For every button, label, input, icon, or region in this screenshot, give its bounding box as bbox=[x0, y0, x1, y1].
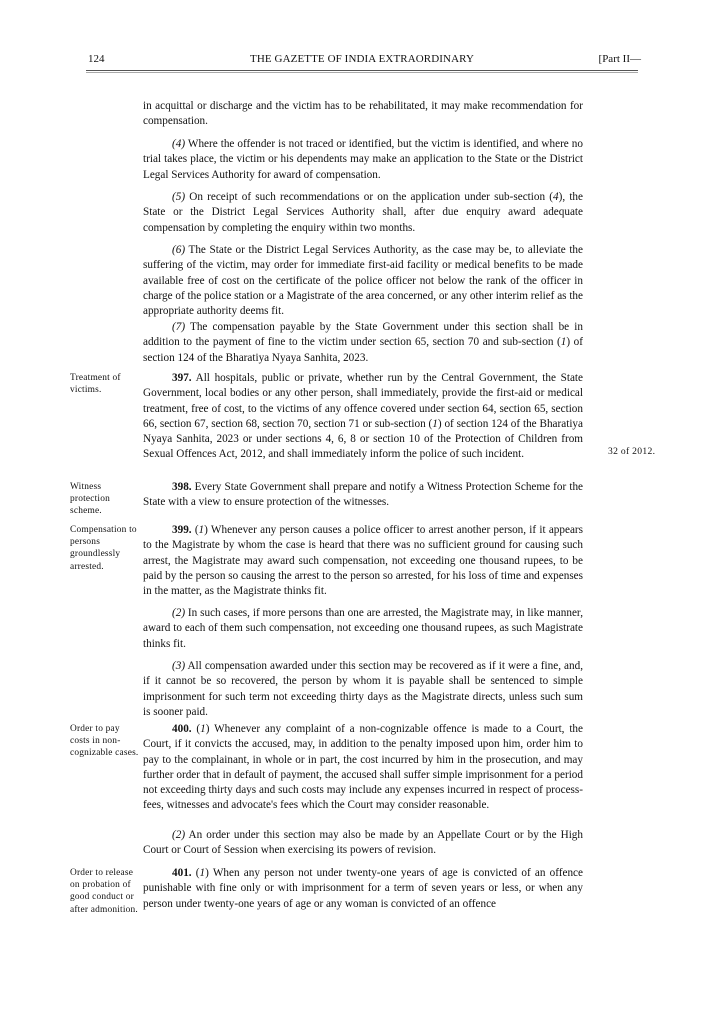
subsection-text: Where the offender is not traced or identified, but the victim is identified, and where no trial takes place, the victim or his dependents may make an application to the State or the District Legal Services Authority for award of compensation. bbox=[143, 138, 583, 181]
margin-note-treatment: Treatment of victims. bbox=[70, 373, 121, 396]
header-divider-secondary bbox=[86, 72, 638, 73]
section-398 bbox=[143, 480, 583, 511]
section-text: All hospitals, public or private, whether run by the Central Government, the State Government, local bodies or any other person, shall immediately, provide the first-aid or medical treatment, free of cost, to the victims of any offence covered under section 64, section 65, section 66, section 67, section 68, section 70, section 71 or sub-section ( bbox=[143, 372, 583, 430]
subsection-399-3 bbox=[143, 659, 583, 720]
subsection-reference: 1 bbox=[560, 336, 567, 349]
subsection-number: 1 bbox=[198, 524, 205, 536]
section-401: 401. (1) When any person not under twenty-one years of age is convicted of an offence punishable with fine only or with imprisonment for a term of seven years or less, or when any person under twenty-one years of age or any woman is convicted of an offence bbox=[143, 867, 583, 910]
subsection-6 bbox=[143, 243, 583, 319]
subsection-number: (2) bbox=[172, 829, 186, 841]
margin-note-witness: Witness protection scheme. bbox=[70, 482, 111, 517]
subsection-reference: 4 bbox=[553, 191, 559, 203]
section-400: 400. (1) Whenever any complaint of a non-cognizable offence is made to a Court, the Court, if it convicts the accused, may, in addition to the penalty imposed upon him, order him to pay to the complainant, in whole or in part, the cost incurred by him in the prosecution, and may further order that in default of payment, the accused shall suffer simple imprisonment for a period not exceeding thirty days and such costs may include any expenses incurred in respect of process-fees, witnesses and advocate's fees which the Court may consider reasonable. bbox=[143, 723, 583, 812]
subsection-399-2 bbox=[143, 606, 583, 652]
act-reference-note: 32 of 2012. bbox=[608, 446, 656, 457]
section-reference: 1 bbox=[432, 417, 438, 430]
paragraph-continuation bbox=[143, 99, 583, 130]
section-number: 400. bbox=[172, 723, 192, 735]
section-text: When any person not under twenty-one years of age is convicted of an offence punishable with fine only or with imprisonment for a term of seven years or less, or when any person under twenty-one years of age or any woman is convicted of an offence bbox=[143, 867, 583, 910]
margin-note-release: Order to release on probation of good conduct or after admonition. bbox=[70, 868, 138, 915]
page-number: 124 bbox=[88, 53, 105, 65]
subsection-text: All compensation awarded under this section may be recovered as if it were a fine, and, if it cannot be so recovered, the person by whom it is payable shall be sentenced to simple imprisonment for such term not exceeding thirty days as the Magistrate directs, unless such sum is sooner paid. bbox=[143, 660, 583, 718]
subsection-text: On receipt of such recommendations or on the application under sub-section ( bbox=[185, 191, 553, 203]
section-399: 399. (1) Whenever any person causes a police officer to arrest another person, if it appears to the Magistrate by whom the case is heard that there was no sufficient ground for causing such arrest, the Magistrate may award such compensation, not exceeding one thousand rupees, to be paid by the person so causing the arrest to the person so arrested, for his loss of time and expenses in the matter, as the Magistrate thinks fit. bbox=[143, 524, 583, 598]
subsection-4 bbox=[143, 137, 583, 183]
subsection-number: (2) bbox=[172, 607, 186, 619]
section-number: 401. bbox=[172, 867, 192, 879]
subsection-number: (4) bbox=[172, 138, 186, 150]
subsection-number: (7) bbox=[172, 321, 186, 333]
margin-note-compensation: Compensation to persons groundlessly arrested. bbox=[70, 525, 137, 572]
subsection-number: 1 bbox=[199, 867, 206, 879]
section-397 bbox=[143, 371, 583, 463]
subsection-text: In such cases, if more persons than one are arrested, the Magistrate may, in like manner, award to each of them such compensation, not exceeding one thousand rupees, as such Magistrate thinks fit. bbox=[143, 607, 583, 650]
subsection-text: ), the State or the District Legal Services Authority shall, after due enquiry award adequate compensation by completing the enquiry within two months. bbox=[143, 191, 583, 234]
subsection-text: The compensation payable by the State Government under this section shall be in addition to the payment of fine to the victim under section 65, section 70 and sub-section ( bbox=[143, 321, 583, 349]
subsection-400-2 bbox=[143, 828, 583, 859]
section-number: 398. bbox=[172, 481, 192, 493]
section-text: Whenever any person causes a police officer to arrest another person, if it appears to the Magistrate by whom the case is heard that there was no sufficient ground for causing such arrest, the Magistrate may award such compensation, not exceeding one thousand rupees, to be paid by the person so causing the arrest to the person so arrested, for his loss of time and expenses in the matter, as the Magistrate thinks fit. bbox=[143, 524, 583, 598]
subsection-text: ) of section 124 of the Bharatiya Nyaya Sanhita, 2023. bbox=[143, 336, 583, 364]
margin-note-costs: Order to pay costs in non-cognizable cases. bbox=[70, 724, 139, 759]
subsection-5 bbox=[143, 190, 583, 236]
section-text: ) of section 124 of the Bharatiya Nyaya Sanhita, 2023 or under sections 4, 6, 8 or section 10 of the Protection of Children from Sexual Offences Act, 2012, and shall immediately inform the police of such incident. bbox=[143, 417, 583, 461]
section-number: 399. bbox=[172, 524, 192, 536]
section-text: Every State Government shall prepare and notify a Witness Protection Scheme for the State with a view to ensure protection of the witnesses. bbox=[143, 481, 583, 509]
section-number: 397. bbox=[172, 372, 192, 384]
subsection-number: 1 bbox=[200, 723, 206, 735]
part-label: [Part II— bbox=[598, 53, 641, 65]
subsection-text: An order under this section may also be made by an Appellate Court or by the High Court or Court of Session when exercising its powers of revision. bbox=[143, 829, 583, 857]
header-divider bbox=[86, 70, 638, 71]
paragraph-text: in acquittal or discharge and the victim has to be rehabilitated, it may make recommendation for compensation. bbox=[143, 100, 583, 128]
subsection-7 bbox=[143, 320, 583, 366]
subsection-number: (5) bbox=[172, 191, 186, 203]
subsection-number: (3) bbox=[172, 660, 186, 672]
gazette-title: THE GAZETTE OF INDIA EXTRAORDINARY bbox=[250, 53, 474, 65]
subsection-number: (6) bbox=[172, 244, 186, 256]
section-text: Whenever any complaint of a non-cognizable offence is made to a Court, the Court, if it convicts the accused, may, in addition to the penalty imposed upon him, order him to pay to the complainant, in whole or in part, the cost incurred by him in the prosecution, and may further order that in default of payment, the accused shall suffer simple imprisonment for a period not exceeding thirty days and such costs may include any expenses incurred in respect of process-fees, witnesses and advocate's fees which the Court may consider reasonable. bbox=[143, 723, 583, 812]
subsection-text: The State or the District Legal Services Authority, as the case may be, to alleviate the suffering of the victim, may order for immediate first-aid facility or medical benefits to be made available free of cost on the certificate of the police officer not below the rank of the officer in charge of the police station or a Magistrate of the area concerned, or any other interim relief as the appropriate authority deems fit. bbox=[143, 244, 583, 318]
